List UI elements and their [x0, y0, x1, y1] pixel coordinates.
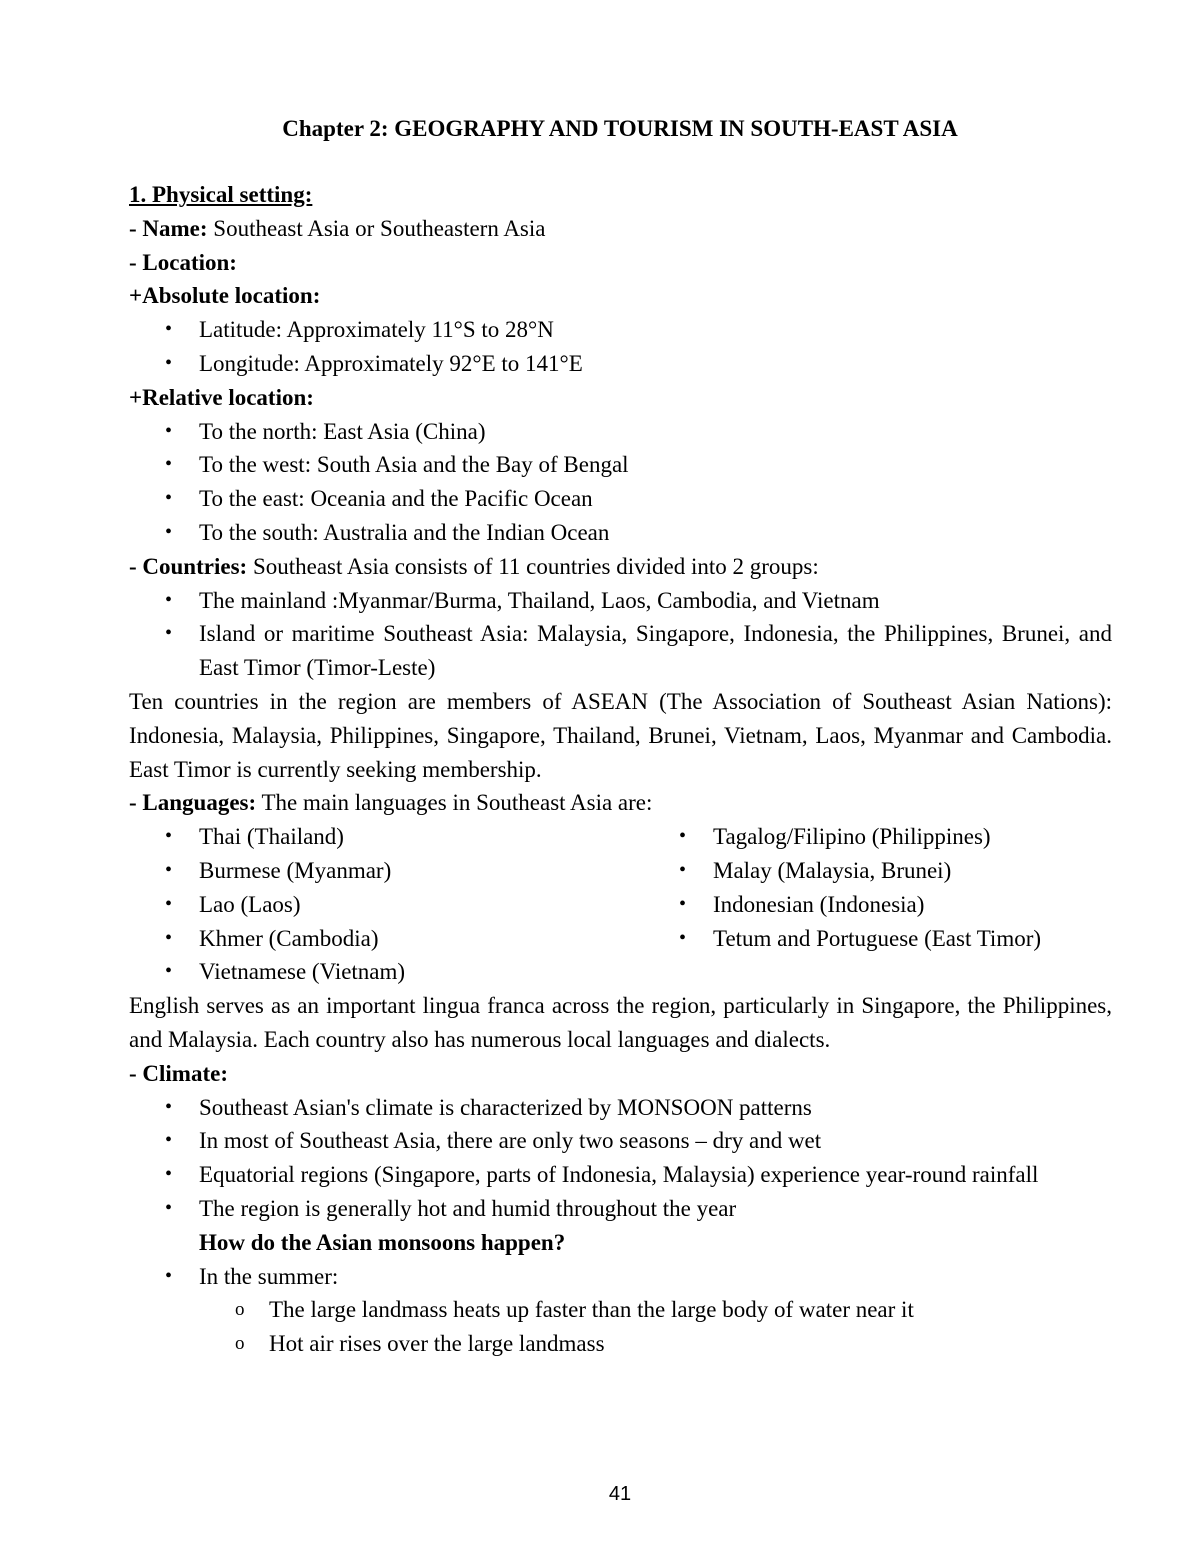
list-item: • Longitude: Approximately 92°E to 141°E: [129, 347, 1112, 381]
list-item: • Southeast Asian's climate is characterized by MONSOON patterns: [129, 1091, 1112, 1125]
list-item: • Khmer (Cambodia): [129, 922, 643, 956]
languages-right-column: [643, 820, 1112, 989]
countries-value: Southeast Asia consists of 11 countries divided into 2 groups:: [247, 553, 819, 579]
sub-list-item: o The large landmass heats up faster than the large body of water near it: [129, 1293, 1112, 1327]
list-item: • Indonesian (Indonesia): [643, 888, 1112, 922]
section-heading: 1. Physical setting:: [129, 182, 313, 207]
document-body: [129, 178, 1112, 1361]
list-item: • Malay (Malaysia, Brunei): [643, 854, 1112, 888]
list-item: • Lao (Laos): [129, 888, 643, 922]
list-item: • The mainland :Myanmar/Burma, Thailand, Laos, Cambodia, and Vietnam: [129, 584, 1112, 618]
list-item: • Island or maritime Southeast Asia: Malaysia, Singapore, Indonesia, the Philippines, Brunei, and East Timor (Timor-Leste): [129, 617, 1112, 685]
list-item: • To the south: Australia and the Indian Ocean: [129, 516, 1112, 550]
location-label: - Location:: [129, 249, 237, 275]
countries-line: [129, 550, 1112, 584]
list-item: • In the summer:: [129, 1260, 1112, 1294]
climate-label: - Climate:: [129, 1060, 228, 1086]
list-item: • To the west: South Asia and the Bay of Bengal: [129, 448, 1112, 482]
list-item: • To the east: Oceania and the Pacific Ocean: [129, 482, 1112, 516]
list-item: • Latitude: Approximately 11°S to 28°N: [129, 313, 1112, 347]
countries-label: - Countries:: [129, 553, 248, 579]
languages-columns: [129, 820, 1112, 989]
list-item: • Tagalog/Filipino (Philippines): [643, 820, 1112, 854]
name-value: Southeast Asia or Southeastern Asia: [207, 215, 546, 241]
list-item: • Tetum and Portuguese (East Timor): [643, 922, 1112, 956]
chapter-title: Chapter 2: GEOGRAPHY AND TOURISM IN SOUTH-EAST ASIA: [282, 116, 958, 141]
sub-list-item: o Hot air rises over the large landmass: [129, 1327, 1112, 1361]
list-item: • In most of Southeast Asia, there are only two seasons – dry and wet: [129, 1124, 1112, 1158]
page-number: 41: [608, 1483, 632, 1505]
list-item: • Burmese (Myanmar): [129, 854, 643, 888]
languages-label: - Languages:: [129, 790, 257, 816]
monsoon-question: How do the Asian monsoons happen?: [199, 1229, 566, 1255]
list-item: • The region is generally hot and humid throughout the year: [129, 1192, 1112, 1226]
languages-left-column: [129, 820, 643, 989]
name-label: - Name:: [129, 215, 208, 241]
absolute-location-heading: +Absolute location:: [129, 283, 321, 309]
relative-location-heading: +Relative location:: [129, 384, 314, 410]
asean-paragraph: Ten countries in the region are members of ASEAN (The Association of Southeast Asian Nations): Indonesia, Malaysia, Philippines, Singapore, Thailand, Brunei, Vietnam, Laos, Myanmar and Cambodia. East Timor is currently seeking membership.: [129, 688, 1112, 782]
list-item: • To the north: East Asia (China): [129, 415, 1112, 449]
name-line: [129, 212, 1112, 246]
list-item: • Thai (Thailand): [129, 820, 643, 854]
list-item: • Vietnamese (Vietnam): [129, 955, 643, 989]
list-item: • Equatorial regions (Singapore, parts of Indonesia, Malaysia) experience year-round rainfall: [129, 1158, 1112, 1192]
languages-value: The main languages in Southeast Asia are:: [256, 790, 653, 816]
languages-line: [129, 786, 1112, 820]
english-paragraph: English serves as an important lingua franca across the region, particularly in Singapore, the Philippines, and Malaysia. Each country also has numerous local languages and dialects.: [129, 993, 1112, 1052]
